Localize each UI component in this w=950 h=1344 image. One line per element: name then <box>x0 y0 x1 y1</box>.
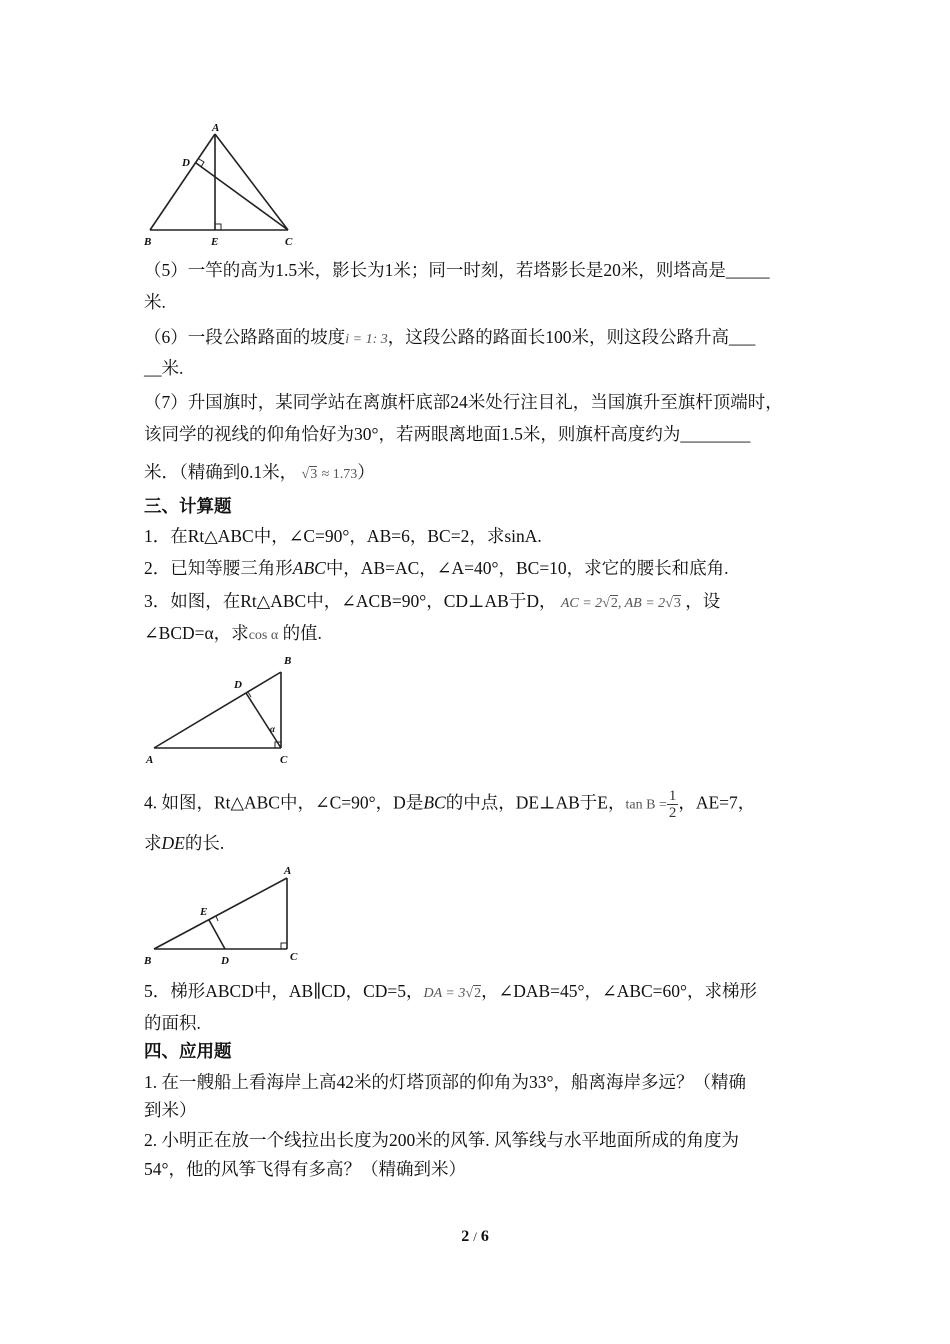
calc-q2: 2．已知等腰三角形ABC中，AB=AC，∠A=40°，BC=10，求它的腰长和底角. <box>144 558 729 578</box>
label-b: B <box>144 955 152 967</box>
right-angle-mark-e <box>215 224 221 230</box>
side-ab <box>150 134 215 230</box>
label-d: D <box>234 679 242 691</box>
calc-q3-line1: 3．如图，在Rt△ABC中，∠ACB=90°，CD⊥AB于D， AC = 2√2, AB = 2√3 ，设 <box>144 591 721 611</box>
calc-q1: 1．在Rt△ABC中，∠C=90°，AB=6，BC=2，求sinA. <box>144 526 542 546</box>
label-d: D <box>221 955 229 967</box>
q6-line1: （6）一段公路路面的坡度i = 1: 3，这段公路的路面长100米，则这段公路升高___ <box>144 327 756 347</box>
app-q1-line1: 1. 在一艘船上看海岸上高42米的灯塔顶部的仰角为33°，船离海岸多远？（精确 <box>144 1072 746 1092</box>
label-alpha: α <box>270 724 275 734</box>
segment-de <box>209 920 225 949</box>
calc-q5-line1: 5．梯形ABCD中，AB∥CD，CD=5，DA = 3√2，∠DAB=45°，∠ABC=60°，求梯形 <box>144 981 758 1001</box>
figure-triangle-cd-altitude <box>140 650 310 770</box>
calc-q4-line2: 求DE的长. <box>144 833 225 853</box>
side-ab <box>154 878 287 949</box>
fraction-one-half: $\frac{1}{2}$ <box>668 788 677 821</box>
section-3-title: 三、计算题 <box>144 496 232 516</box>
label-b: B <box>144 236 152 248</box>
calc-q3-line2: ∠BCD=α，求cos α 的值. <box>144 623 322 643</box>
label-a: A <box>212 122 220 134</box>
app-q2-line1: 2. 小明正在放一个线拉出长度为200米的风筝. 风筝线与水平地面所成的角度为 <box>144 1130 739 1150</box>
q5-line1: （5）一竿的高为1.5米，影长为1米；同一时刻，若塔影长是20米，则塔高是_____ <box>144 260 770 280</box>
figure-triangle-abc-altitudes <box>140 120 310 255</box>
calc-q5-line2: 的面积. <box>144 1013 201 1033</box>
label-a: A <box>146 754 154 766</box>
slope-formula: i = 1: 3 <box>345 332 388 347</box>
page-number: 2 / 6 <box>461 1228 489 1245</box>
app-q2-line2: 54°，他的风筝飞得有多高？（精确到米） <box>144 1159 466 1179</box>
label-a: A <box>284 865 292 877</box>
label-c: C <box>285 236 293 248</box>
label-d: D <box>182 157 190 169</box>
label-b: B <box>284 655 292 667</box>
q7-line2: 该同学的视线的仰角恰好为30°，若两眼离地面1.5米，则旗杆高度约为________ <box>144 424 751 444</box>
app-q1-line2: 到米） <box>144 1100 197 1120</box>
q5-line2: 米. <box>144 292 166 312</box>
label-c: C <box>280 754 288 766</box>
figure-triangle-de-perpendicular <box>140 860 310 972</box>
right-angle-mark-c <box>281 943 287 949</box>
q7-line3: 米．（精确到0.1米， √3 ≈ 1.73） <box>144 462 375 482</box>
section-4-title: 四、应用题 <box>144 1041 232 1061</box>
label-e: E <box>200 906 208 918</box>
side-ac <box>215 134 288 230</box>
segment-cd <box>196 163 288 230</box>
q7-line1: （7）升国旗时，某同学站在离旗杆底部24米处行注目礼，当国旗升至旗杆顶端时， <box>144 392 783 412</box>
segment-cd <box>246 693 281 748</box>
label-c: C <box>290 951 298 963</box>
calc-q4-line1: 4. 如图，Rt△ABC中，∠C=90°，D是BC的中点，DE⊥AB于E，tan B = $\frac{1}{2}$ ，AE=7， <box>144 788 756 821</box>
label-e: E <box>211 236 219 248</box>
q6-line2: __米. <box>144 358 184 378</box>
side-ab <box>154 672 281 748</box>
